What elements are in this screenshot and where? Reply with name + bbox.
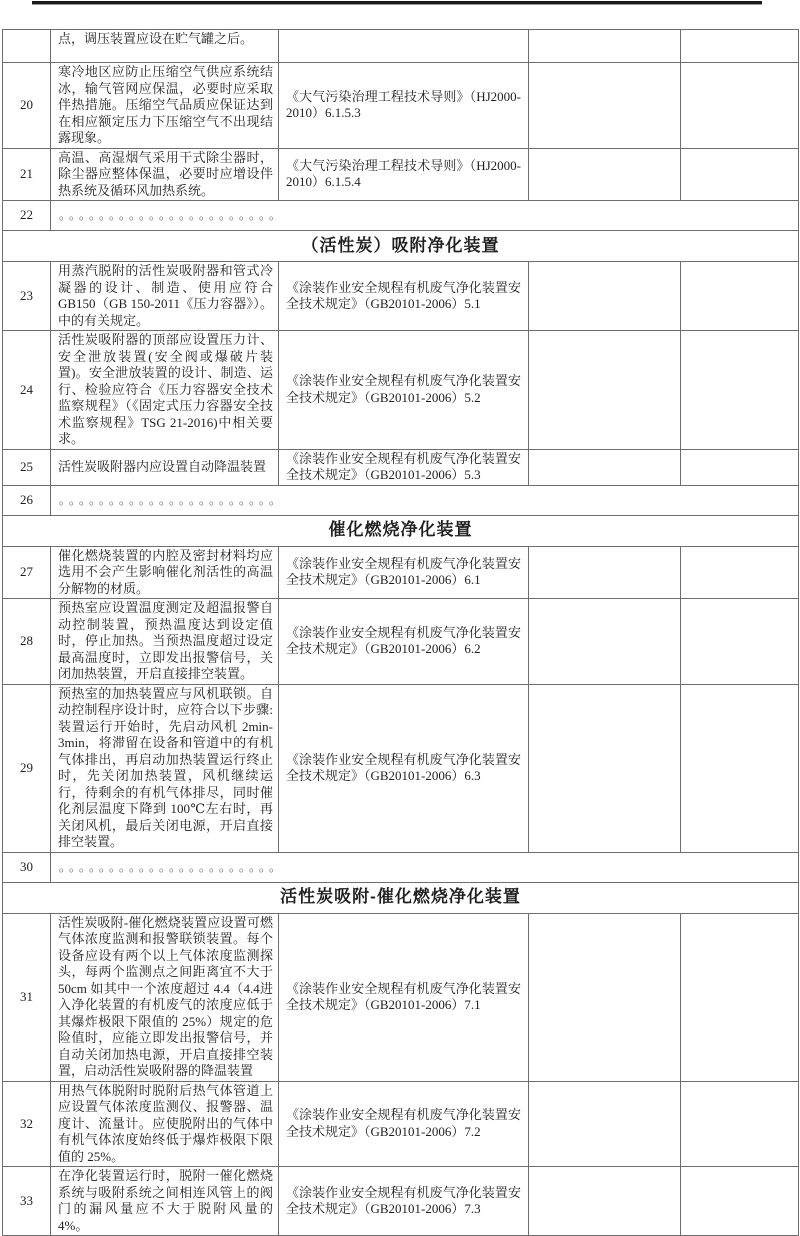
- reference-text: 《涂装作业安全规程有机废气净化装置安全技术规定》（GB20101-2006）7.2: [279, 1081, 529, 1167]
- requirement-text: 预热室应设置温度测定及超温报警自动控制装置，预热温度达到设定值时，停止加热。当预热温度超过设定最高温度时，立即发出报警信号，关闭加热装置，开启直接排空装置。: [51, 599, 279, 685]
- row-number: 26: [3, 485, 51, 515]
- requirement-text: 点，调压装置应设在贮气罐之后。: [51, 30, 279, 63]
- row-number: 30: [3, 852, 51, 882]
- table-row: [3, 1167, 799, 1236]
- requirement-text: 预热室的加热装置应与风机联锁。自动控制程序设计时，应符合以下步骤:装置运行开始时，先启动风机 2min-3min，将滞留在设备和管道中的有机气体排出，再启动加热装置运行终止时，先关闭加热装置，风机继续运行，待剩余的有机气体排尽，同时催化剂层温度下降到 100℃左右时，再关闭风机，最后关闭电源，开启直接排空装置。: [51, 684, 279, 852]
- table-row: [3, 63, 799, 149]
- reference-text: 《涂装作业安全规程有机废气净化装置安全技术规定》（GB20101-2006）5.2: [279, 331, 529, 450]
- reference-text: 《涂装作业安全规程有机废气净化装置安全技术规定》（GB20101-2006）7.1: [279, 913, 529, 1081]
- row-number: 20: [3, 63, 51, 149]
- result-cell: [529, 684, 681, 852]
- row-number: 23: [3, 262, 51, 331]
- requirement-text: 在净化装置运行时，脱附一催化燃烧系统与吸附系统之间相连风管上的阀门的漏风量应不大于脱附风量的 4%。: [51, 1167, 279, 1236]
- table-row: [3, 485, 799, 515]
- ellipsis-cell: 。。。。。。。。。。。。。。。。。。。。。。: [51, 852, 799, 882]
- remark-cell: [681, 148, 799, 201]
- table-row: [3, 262, 799, 331]
- requirement-text: 寒冷地区应防止压缩空气供应系统结冰，输气管网应保温，必要时应采取伴热措施。压缩空气品质应保证达到在相应额定压力下压缩空气不出现结露现象。: [51, 63, 279, 149]
- requirement-text: 催化燃烧装置的内腔及密封材料均应选用不会产生影响催化剂活性的高温分解物的材质。: [51, 546, 279, 599]
- remark-cell: [681, 63, 799, 149]
- table-row: [3, 449, 799, 485]
- row-number: 33: [3, 1167, 51, 1236]
- section-title: 催化燃烧净化装置: [3, 515, 799, 546]
- remark-cell: [681, 684, 799, 852]
- table-row: [3, 913, 799, 1081]
- row-number: 32: [3, 1081, 51, 1167]
- reference-text: 《大气污染治理工程技术导则》（HJ2000-2010）6.1.5.4: [279, 148, 529, 201]
- row-number: 24: [3, 331, 51, 450]
- result-cell: [529, 331, 681, 450]
- requirement-text: 活性炭吸附器内应设置自动降温装置: [51, 449, 279, 485]
- result-cell: [529, 63, 681, 149]
- remark-cell: [681, 262, 799, 331]
- result-cell: [529, 148, 681, 201]
- table-row: [3, 231, 799, 262]
- table-row: [3, 148, 799, 201]
- remark-cell: [681, 1081, 799, 1167]
- table-row: [3, 201, 799, 231]
- table-row: [3, 515, 799, 546]
- remark-cell: [681, 1167, 799, 1236]
- result-cell: [529, 599, 681, 685]
- table-row: [3, 30, 799, 63]
- result-cell: [529, 1081, 681, 1167]
- row-number: 28: [3, 599, 51, 685]
- row-number: [3, 30, 51, 63]
- reference-text: 《涂装作业安全规程有机废气净化装置安全技术规定》（GB20101-2006）5.3: [279, 449, 529, 485]
- requirement-text: 活性炭吸附-催化燃烧装置应设置可燃气体浓度监测和报警联锁装置。每个设备应设有两个以上气体浓度监测探头，每两个监测点之间距离宜不大于 50cm 如其中一个浓度超过 4.4（4.4进入净化装置的有机废气的浓度应低于其爆炸极限下限值的 25%）规定的危险值时，应能立即发出报警信号，并自动关闭加热电源，开启直接排空装置，启动活性炭吸附器的降温装置: [51, 913, 279, 1081]
- table-row: [3, 1081, 799, 1167]
- reference-text: 《大气污染治理工程技术导则》（HJ2000-2010）6.1.5.3: [279, 63, 529, 149]
- table-body: [3, 30, 799, 1236]
- table-row: [3, 599, 799, 685]
- table-row: [3, 546, 799, 599]
- requirement-text: 高温、高湿烟气采用干式除尘器时，除尘器应整体保温，必要时应增设伴热系统及循环风加热系统。: [51, 148, 279, 201]
- row-number: 29: [3, 684, 51, 852]
- section-title: （活性炭）吸附净化装置: [3, 231, 799, 262]
- remark-cell: [681, 599, 799, 685]
- remark-cell: [681, 30, 799, 63]
- reference-text: 《涂装作业安全规程有机废气净化装置安全技术规定》（GB20101-2006）6.1: [279, 546, 529, 599]
- remark-cell: [681, 331, 799, 450]
- table-row: [3, 852, 799, 882]
- result-cell: [529, 262, 681, 331]
- table-row: [3, 684, 799, 852]
- requirement-text: 用热气体脱附时脱附后热气体管道上应设置气体浓度监测仪、报警器、温度计、流量计。应使脱附出的气体中有机气体浓度始终低于爆炸极限下限值的 25%。: [51, 1081, 279, 1167]
- result-cell: [529, 546, 681, 599]
- reference-text: 《涂装作业安全规程有机废气净化装置安全技术规定》（GB20101-2006）6.2: [279, 599, 529, 685]
- remark-cell: [681, 546, 799, 599]
- ellipsis-cell: 。。。。。。。。。。。。。。。。。。。。。。: [51, 201, 799, 231]
- result-cell: [529, 30, 681, 63]
- reference-text: 《涂装作业安全规程有机废气净化装置安全技术规定》（GB20101-2006）6.3: [279, 684, 529, 852]
- checklist-table: [2, 29, 799, 1236]
- requirement-text: 活性炭吸附器的顶部应设置压力计、安全泄放装置(安全阀或爆破片装置)。安全泄放装置的设计、制造、运行、检验应符合《压力容器安全技术监察规程》（《固定式压力容器安全技术监察规程》TSG 21-2016)中相关要求。: [51, 331, 279, 450]
- row-number: 31: [3, 913, 51, 1081]
- ellipsis-cell: 。。。。。。。。。。。。。。。。。。。。。。: [51, 485, 799, 515]
- row-number: 21: [3, 148, 51, 201]
- row-number: 27: [3, 546, 51, 599]
- requirement-text: 用蒸汽脱附的活性炭吸附器和管式冷凝器的设计、制造、使用应符合 GB150（GB 150-2011《压力容器》）。中的有关规定。: [51, 262, 279, 331]
- page-top-rule: [32, 1, 762, 5]
- reference-text: 《涂装作业安全规程有机废气净化装置安全技术规定》（GB20101-2006）5.1: [279, 262, 529, 331]
- table-row: [3, 882, 799, 913]
- table-row: [3, 331, 799, 450]
- reference-text: 《涂装作业安全规程有机废气净化装置安全技术规定》（GB20101-2006）7.3: [279, 1167, 529, 1236]
- result-cell: [529, 913, 681, 1081]
- section-title: 活性炭吸附-催化燃烧净化装置: [3, 882, 799, 913]
- result-cell: [529, 1167, 681, 1236]
- row-number: 22: [3, 201, 51, 231]
- remark-cell: [681, 449, 799, 485]
- result-cell: [529, 449, 681, 485]
- reference-text: [279, 30, 529, 63]
- remark-cell: [681, 913, 799, 1081]
- row-number: 25: [3, 449, 51, 485]
